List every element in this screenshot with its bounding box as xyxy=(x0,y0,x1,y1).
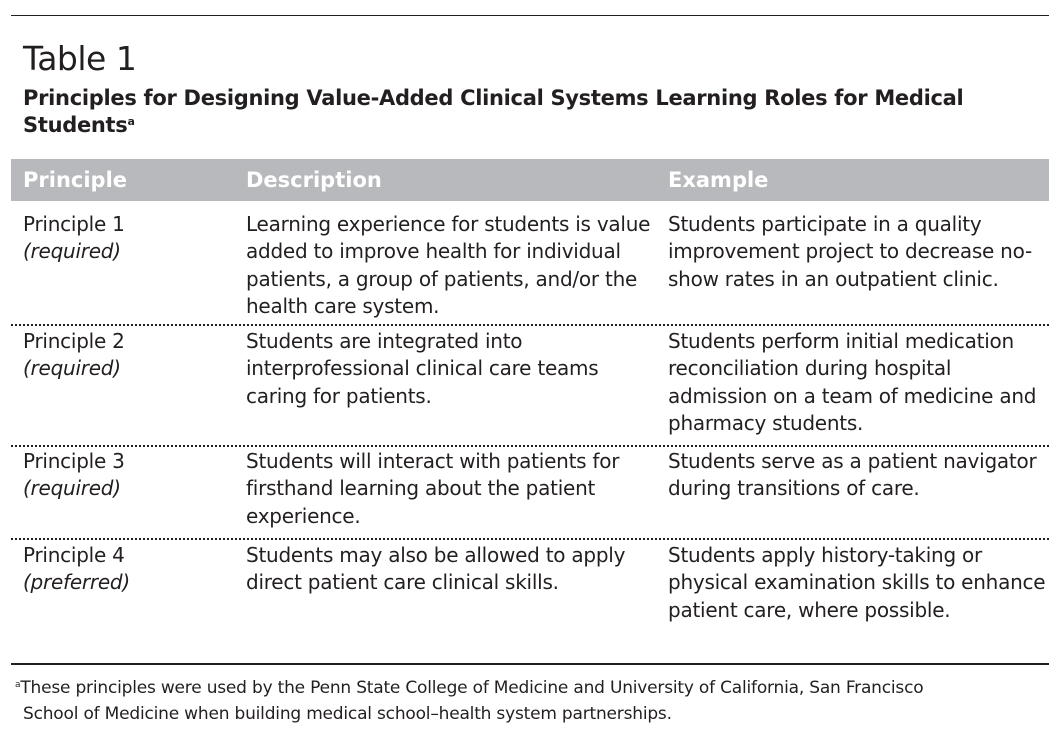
table-title-text: Principles for Designing Value-Added Clinical Systems Learning Roles for Medical Students xyxy=(23,86,964,137)
footnote-line-2: School of Medicine when building medical school–health system partnerships. xyxy=(23,704,672,724)
description-cell: Learning experience for students is value added to improve health for individual patients, a group of patients, and/or the health care system. xyxy=(246,212,651,318)
principle-status: (required) xyxy=(23,476,121,501)
table-footnote xyxy=(15,675,1055,727)
column-header-description: Description xyxy=(246,168,382,192)
footnote-marker: a xyxy=(15,680,21,690)
principle-status: (required) xyxy=(23,356,121,381)
table-header xyxy=(11,159,1049,201)
table-title xyxy=(23,85,1043,139)
principle-name: Principle 2 xyxy=(23,329,125,353)
principle-cell xyxy=(23,328,233,383)
principle-name: Principle 1 xyxy=(23,212,125,236)
row-divider xyxy=(11,538,1049,540)
row-divider xyxy=(11,324,1049,326)
principle-status: (preferred) xyxy=(23,570,130,595)
column-header-example: Example xyxy=(668,168,769,192)
row-divider xyxy=(11,445,1049,447)
top-rule xyxy=(11,15,1049,16)
principle-name: Principle 4 xyxy=(23,543,125,567)
principle-cell xyxy=(23,211,233,266)
example-cell: Students participate in a quality improvement project to decrease no-show rates in an outpatient clinic. xyxy=(668,212,1032,291)
footnote-line-1: These principles were used by the Penn State College of Medicine and University of California, San Francisco xyxy=(20,678,924,698)
description-cell: Students are integrated into interprofessional clinical care teams caring for patients. xyxy=(246,329,599,408)
principle-cell xyxy=(23,542,233,597)
bottom-rule xyxy=(11,663,1049,665)
example-cell: Students apply history-taking or physical examination skills to enhance patient care, where possible. xyxy=(668,543,1046,622)
example-cell: Students perform initial medication reconciliation during hospital admission on a team of medicine and pharmacy students. xyxy=(668,329,1037,435)
column-header-principle: Principle xyxy=(23,168,128,192)
description-cell: Students may also be allowed to apply direct patient care clinical skills. xyxy=(246,543,626,595)
table-label: Table 1 xyxy=(23,39,137,78)
principle-status: (required) xyxy=(23,239,121,264)
description-cell: Students will interact with patients for firsthand learning about the patient experience. xyxy=(246,449,620,528)
principle-cell xyxy=(23,448,233,503)
title-footnote-marker: a xyxy=(127,115,135,128)
principle-name: Principle 3 xyxy=(23,449,125,473)
example-cell: Students serve as a patient navigator during transitions of care. xyxy=(668,449,1037,501)
